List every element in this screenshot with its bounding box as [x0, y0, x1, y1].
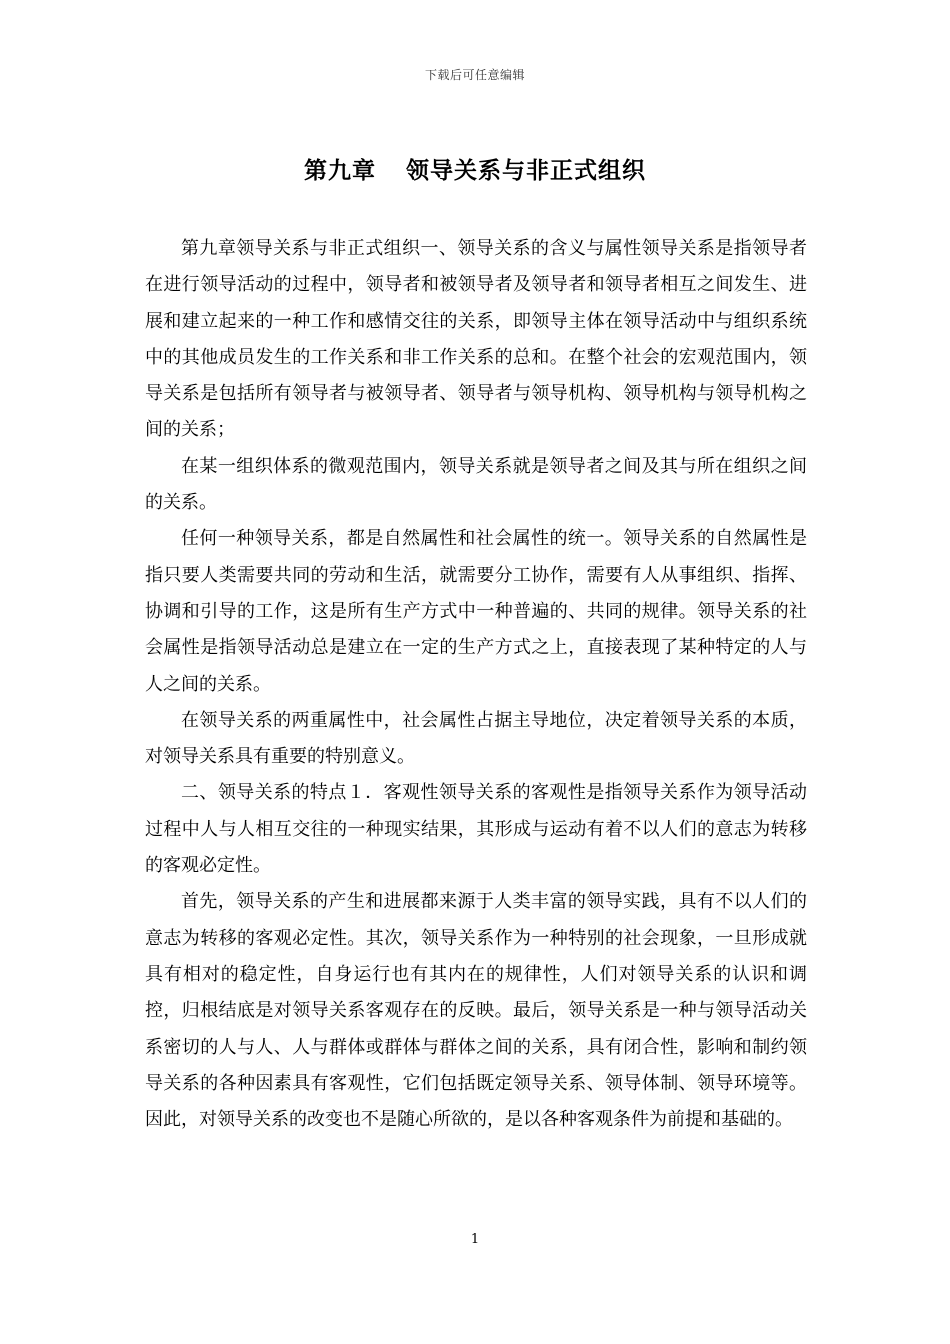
- paragraph-2: 在某一组织体系的微观范围内，领导关系就是领导者之间及其与所在组织之间的关系。: [145, 455, 807, 514]
- page-number: 1: [470, 1232, 480, 1247]
- chapter-name: 领导关系与非正式组织: [406, 158, 646, 184]
- paragraph-3: 任何一种领导关系，都是自然属性和社会属性的统一。领导关系的自然属性是指只要人类需要共同的劳动和生活，就需要分工协作，需要有人从事组织、指挥、协调和引导的工作，这是所有生产方式中一种普遍的、共同的规律。领导关系的社会属性是指领导活动总是建立在一定的生产方式之上，直接表现了某种特定的人与人之间的关系。: [145, 528, 807, 695]
- chapter-number: 第九章: [304, 158, 376, 184]
- paragraph-1: 第九章领导关系与非正式组织一、领导关系的含义与属性领导关系是指领导者在进行领导活动的过程中，领导者和被领导者及领导者和领导者相互之间发生、进展和建立起来的一种工作和感情交往的关系，即领导主体在领导活动中与组织系统中的其他成员发生的工作关系和非工作关系的总和。在整个社会的宏观范围内，领导关系是包括所有领导者与被领导者、领导者与领导机构、领导机构与领导机构之间的关系；: [145, 238, 807, 441]
- header-note: 下载后可任意编辑: [424, 68, 525, 82]
- body-text: [145, 231, 807, 1138]
- page-title: [0, 152, 950, 185]
- paragraph-4: 在领导关系的两重属性中，社会属性占据主导地位，决定着领导关系的本质，对领导关系具有重要的特别意义。: [145, 709, 807, 768]
- paragraph-5: 二、领导关系的特点１．客观性领导关系的客观性是指领导关系作为领导活动过程中人与人相互交往的一种现实结果，其形成与运动有着不以人们的意志为转移的客观必定性。: [145, 782, 807, 877]
- paragraph-6: 首先，领导关系的产生和进展都来源于人类丰富的领导实践，具有不以人们的意志为转移的客观必定性。其次，领导关系作为一种特别的社会现象，一旦形成就具有相对的稳定性，自身运行也有其内在的规律性，人们对领导关系的认识和调控，归根结底是对领导关系客观存在的反映。最后，领导关系是一种与领导活动关系密切的人与人、人与群体或群体与群体之间的关系，具有闭合性，影响和制约领导关系的各种因素具有客观性，它们包括既定领导关系、领导体制、领导环境等。因此，对领导关系的改变也不是随心所欲的，是以各种客观条件为前提和基础的。: [145, 891, 807, 1131]
